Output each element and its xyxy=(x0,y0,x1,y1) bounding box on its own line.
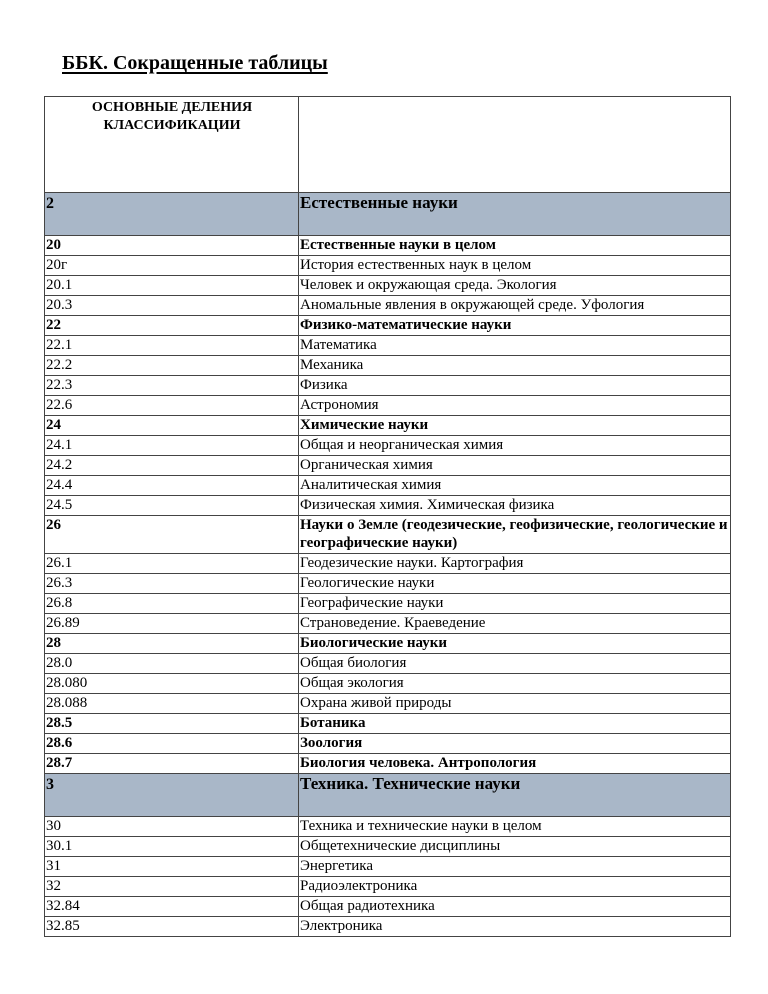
bbk-code-cell: 24.5 xyxy=(45,496,299,516)
table-row xyxy=(45,554,731,574)
table-row xyxy=(45,574,731,594)
bbk-code-cell: 26.1 xyxy=(45,554,299,574)
bbk-name-cell: Человек и окружающая среда. Экология xyxy=(299,276,731,296)
table-row xyxy=(45,356,731,376)
bbk-name-cell: Географические науки xyxy=(299,594,731,614)
table-row xyxy=(45,754,731,774)
bbk-code-cell: 28.6 xyxy=(45,734,299,754)
bbk-code-cell: 30 xyxy=(45,817,299,837)
table-row xyxy=(45,236,731,256)
bbk-code-cell: 20г xyxy=(45,256,299,276)
bbk-code-cell: 24 xyxy=(45,416,299,436)
bbk-name-cell: Физика xyxy=(299,376,731,396)
bbk-code-cell: 22.3 xyxy=(45,376,299,396)
table-row xyxy=(45,594,731,614)
bbk-code-cell: 20.3 xyxy=(45,296,299,316)
bbk-name-cell: Охрана живой природы xyxy=(299,694,731,714)
bbk-name-cell: Аномальные явления в окружающей среде. Уфология xyxy=(299,296,731,316)
classification-table xyxy=(44,96,731,937)
bbk-code-cell: 32.84 xyxy=(45,897,299,917)
table-row xyxy=(45,396,731,416)
bbk-name-cell: Общая биология xyxy=(299,654,731,674)
bbk-code-cell: 28 xyxy=(45,634,299,654)
table-row xyxy=(45,877,731,897)
bbk-name-cell: Астрономия xyxy=(299,396,731,416)
bbk-code-cell: 3 xyxy=(45,774,299,817)
bbk-name-cell: Биологические науки xyxy=(299,634,731,654)
bbk-name-cell: Биология человека. Антропология xyxy=(299,754,731,774)
table-row xyxy=(45,857,731,877)
bbk-name-cell: Техника и технические науки в целом xyxy=(299,817,731,837)
bbk-name-cell: Науки о Земле (геодезические, геофизические, геологические и географические науки) xyxy=(299,516,731,554)
bbk-code-cell: 26 xyxy=(45,516,299,554)
table-row xyxy=(45,694,731,714)
table-row xyxy=(45,276,731,296)
bbk-code-cell: 22.6 xyxy=(45,396,299,416)
bbk-name-cell: Техника. Технические науки xyxy=(299,774,731,817)
bbk-name-cell: Естественные науки в целом xyxy=(299,236,731,256)
bbk-name-cell: Геологические науки xyxy=(299,574,731,594)
bbk-name-cell: Зоология xyxy=(299,734,731,754)
bbk-code-cell: 24.1 xyxy=(45,436,299,456)
bbk-name-cell: Электроника xyxy=(299,917,731,937)
table-row xyxy=(45,654,731,674)
bbk-name-cell: Энергетика xyxy=(299,857,731,877)
table-row xyxy=(45,496,731,516)
bbk-code-cell: 28.7 xyxy=(45,754,299,774)
table-row xyxy=(45,316,731,336)
table-row xyxy=(45,376,731,396)
table-row xyxy=(45,634,731,654)
table-row xyxy=(45,837,731,857)
table-row xyxy=(45,817,731,837)
table-row xyxy=(45,256,731,276)
table-row xyxy=(45,456,731,476)
table-row xyxy=(45,917,731,937)
bbk-code-cell: 28.5 xyxy=(45,714,299,734)
table-row xyxy=(45,614,731,634)
bbk-name-cell: Общая экология xyxy=(299,674,731,694)
bbk-code-cell: 26.3 xyxy=(45,574,299,594)
bbk-name-cell: История естественных наук в целом xyxy=(299,256,731,276)
bbk-name-cell: Естественные науки xyxy=(299,193,731,236)
bbk-code-cell: 30.1 xyxy=(45,837,299,857)
table-row xyxy=(45,436,731,456)
bbk-name-cell: Страноведение. Краеведение xyxy=(299,614,731,634)
bbk-name-cell: Общетехнические дисциплины xyxy=(299,837,731,857)
table-row xyxy=(45,897,731,917)
table-row xyxy=(45,734,731,754)
bbk-name-cell: Геодезические науки. Картография xyxy=(299,554,731,574)
table-row xyxy=(45,296,731,316)
section-row xyxy=(45,193,731,236)
bbk-code-cell: 26.89 xyxy=(45,614,299,634)
bbk-code-cell: 22.1 xyxy=(45,336,299,356)
table-row xyxy=(45,416,731,436)
bbk-code-cell: 24.2 xyxy=(45,456,299,476)
table-header-row xyxy=(45,97,731,193)
bbk-code-cell: 31 xyxy=(45,857,299,877)
bbk-code-cell: 32.85 xyxy=(45,917,299,937)
bbk-name-cell: Органическая химия xyxy=(299,456,731,476)
classification-table-body xyxy=(45,97,731,937)
table-row xyxy=(45,516,731,554)
bbk-name-cell: Общая и неорганическая химия xyxy=(299,436,731,456)
table-row xyxy=(45,714,731,734)
bbk-code-cell: 22 xyxy=(45,316,299,336)
bbk-name-cell: Физическая химия. Химическая физика xyxy=(299,496,731,516)
bbk-name-cell: Физико-математические науки xyxy=(299,316,731,336)
bbk-code-cell: 28.0 xyxy=(45,654,299,674)
bbk-name-cell: Аналитическая химия xyxy=(299,476,731,496)
bbk-code-cell: 26.8 xyxy=(45,594,299,614)
table-row xyxy=(45,336,731,356)
bbk-code-cell: 32 xyxy=(45,877,299,897)
bbk-code-cell: 28.088 xyxy=(45,694,299,714)
bbk-code-cell: 2 xyxy=(45,193,299,236)
section-row xyxy=(45,774,731,817)
header-right-cell xyxy=(299,97,731,193)
bbk-code-cell: 22.2 xyxy=(45,356,299,376)
bbk-code-cell: 20 xyxy=(45,236,299,256)
bbk-code-cell: 24.4 xyxy=(45,476,299,496)
header-left-cell: ОСНОВНЫЕ ДЕЛЕНИЯ КЛАССИФИКАЦИИ xyxy=(45,97,299,193)
bbk-code-cell: 28.080 xyxy=(45,674,299,694)
bbk-name-cell: Радиоэлектроника xyxy=(299,877,731,897)
table-row xyxy=(45,674,731,694)
bbk-code-cell: 20.1 xyxy=(45,276,299,296)
table-row xyxy=(45,476,731,496)
bbk-name-cell: Общая радиотехника xyxy=(299,897,731,917)
bbk-name-cell: Механика xyxy=(299,356,731,376)
bbk-name-cell: Химические науки xyxy=(299,416,731,436)
bbk-name-cell: Математика xyxy=(299,336,731,356)
bbk-name-cell: Ботаника xyxy=(299,714,731,734)
document-title: ББК. Сокращенные таблицы xyxy=(62,52,328,74)
